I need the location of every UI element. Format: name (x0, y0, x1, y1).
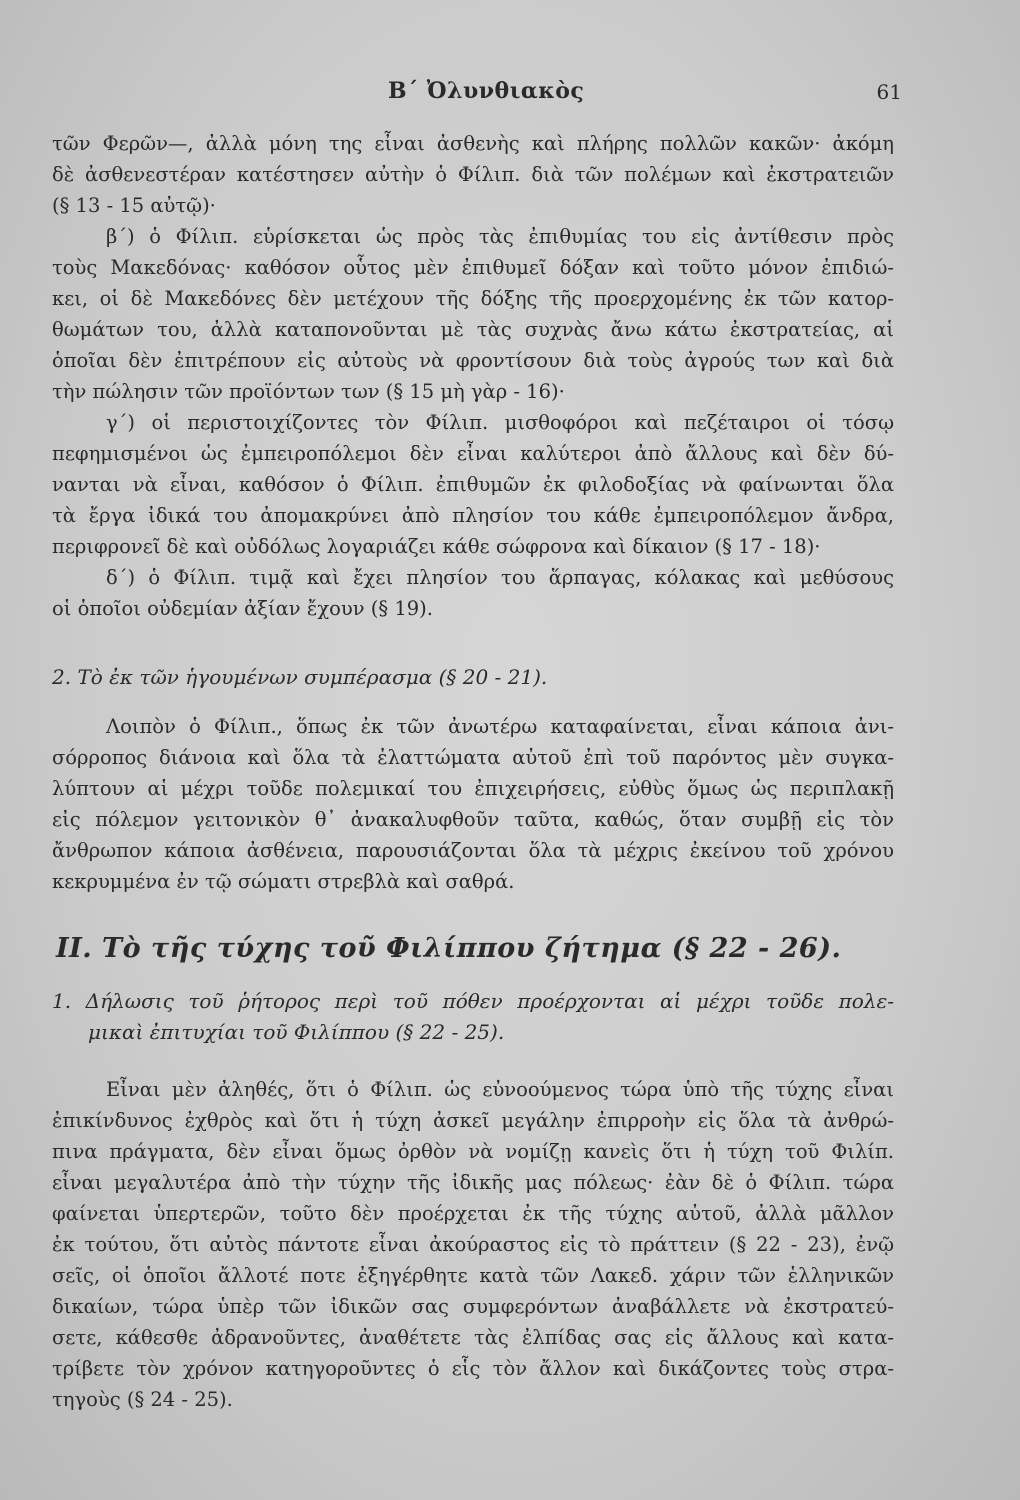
text-line: δ΄) ὁ Φίλιπ. τιμᾷ καὶ ἔχει πλησίον του ἅρπαγας, κόλακας καὶ μεθύσους (106, 566, 894, 589)
subheading-declaration (52, 986, 894, 1048)
text-line: νανται νὰ εἶναι, καθόσον ὁ Φίλιπ. ἐπιθυμῶν ἐκ φιλοδοξίας νὰ φαίνωνται ὅλα (52, 473, 894, 496)
text-line: δὲ ἀσθενεστέραν κατέστησεν αὐτὴν ὁ Φίλιπ. διὰ τῶν πολέμων καὶ ἐκστρατειῶν (52, 163, 894, 186)
text-line: κεκρυμμένα ἐν τῷ σώματι στρεβλὰ καὶ σαθρά. (52, 870, 515, 893)
paragraph-b (52, 221, 894, 407)
text-line: τῶν Φερῶν—, ἀλλὰ μόνη της εἶναι ἀσθενὴς καὶ πλήρης πολλῶν κακῶν· ἀκόμη (52, 132, 894, 155)
text-line: τὴν πώλησιν τῶν προϊόντων των (§ 15 μὴ γὰρ - 16)· (52, 380, 565, 403)
text-line: β΄) ὁ Φίλιπ. εὑρίσκεται ὡς πρὸς τὰς ἐπιθυμίας του εἰς ἀντίθεσιν πρὸς (106, 225, 894, 248)
text-line: δικαίων, τώρα ὑπὲρ τῶν ἰδικῶν σας συμφερόντων ἀναβάλλετε νὰ ἐκστρατεύ- (52, 1295, 894, 1318)
text-line: τρίβετε τὸν χρόνον κατηγοροῦντες ὁ εἷς τὸν ἄλλον καὶ δικάζοντες τοὺς στρα- (52, 1357, 894, 1380)
text-line: ἐπικίνδυνος ἐχθρὸς καὶ ὅτι ἡ τύχη ἀσκεῖ μεγάλην ἐπιρροὴν εἰς ὅλα τὰ ἀνθρώ- (52, 1109, 894, 1132)
text-line: πεφημισμένοι ὡς ἐμπειροπόλεμοι δὲν εἶναι καλύτεροι ἀπὸ ἄλλους καὶ δὲν δύ- (52, 442, 894, 465)
text-line: σεῖς, οἱ ὁποῖοι ἄλλοτέ ποτε ἐξηγέρθητε κατὰ τῶν Λακεδ. χάριν τῶν ἑλληνικῶν (52, 1264, 894, 1287)
text-line: λύπτουν αἱ μέχρι τοῦδε πολεμικαί του ἐπιχειρήσεις, εὐθὺς ὅμως ὡς περιπλακῇ (52, 777, 894, 800)
paragraph-conclusion (52, 711, 894, 897)
paragraph-g (52, 407, 894, 562)
text-line: τηγοὺς (§ 24 - 25). (52, 1388, 233, 1411)
text-line: σόρροπος διάνοια καὶ ὅλα τὰ ἐλαττώματα αὐτοῦ ἐπὶ τοῦ παρόντος μὲν συγκα- (52, 746, 894, 769)
running-title: Β΄ Ὀλυνθιακὸς (388, 78, 585, 104)
text-line: τοὺς Μακεδόνας· καθόσον οὗτος μὲν ἐπιθυμεῖ δόξαν καὶ τοῦτο μόνον ἐπιδιώ- (52, 256, 894, 279)
spacer (52, 964, 894, 986)
text-line: τὰ ἔργα ἰδικά του ἀπομακρύνει ἀπὸ πλησίον του κάθε ἐμπειροπόλεμον ἄνδρα, (52, 504, 894, 527)
paragraph-intro (52, 128, 894, 221)
text-line: ὁποῖαι δὲν ἐπιτρέπουν εἰς αὐτοὺς νὰ φροντίσουν διὰ τοὺς ἀγρούς των καὶ διὰ (52, 349, 894, 372)
text-line: οἱ ὁποῖοι οὐδεμίαν ἀξίαν ἔχουν (§ 19). (52, 597, 433, 620)
text-line: κει, οἱ δὲ Μακεδόνες δὲν μετέχουν τῆς δόξης τῆς προερχομένης ἐκ τῶν κατορ- (52, 287, 894, 310)
spacer (52, 693, 894, 711)
text-line: μικαὶ ἐπιτυχίαι τοῦ Φιλίππου (§ 22 - 25). (88, 1020, 505, 1044)
text-line: Λοιπὸν ὁ Φίλιπ., ὅπως ἐκ τῶν ἀνωτέρω καταφαίνεται, εἶναι κάποια ἀνι- (106, 715, 894, 738)
text-line: 1. Δήλωσις τοῦ ῥήτορος περὶ τοῦ πόθεν προέρχονται αἱ μέχρι τοῦδε πολε- (52, 989, 894, 1013)
page-body (52, 128, 894, 1415)
page-number: 61 (876, 80, 902, 104)
page-header (0, 78, 1020, 108)
paragraph-d (52, 562, 894, 624)
spacer (52, 624, 894, 662)
text-line: φαίνεται ὑπερτερῶν, τοῦτο δὲν προέρχεται ἐκ τῆς τύχης αὐτοῦ, ἀλλὰ μᾶλλον (52, 1202, 894, 1225)
text-line: θωμάτων του, ἀλλὰ καταπονοῦνται μὲ τὰς συχνὰς ἄνω κάτω ἐκστρατείας, αἱ (52, 318, 894, 341)
spacer (52, 1048, 894, 1074)
spacer (52, 897, 894, 933)
text-line: γ΄) οἱ περιστοιχίζοντες τὸν Φίλιπ. μισθοφόροι καὶ πεζέταιροι οἱ τόσῳ (106, 411, 894, 434)
text-line: περιφρονεῖ δὲ καὶ οὐδόλως λογαριάζει κάθε σώφρονα καὶ δίκαιον (§ 17 - 18)· (52, 535, 821, 558)
text-line: (§ 13 - 15 αὐτῷ)· (52, 194, 216, 217)
text-line: ἐκ τούτου, ὅτι αὐτὸς πάντοτε εἶναι ἀκούραστος εἰς τὸ πράττειν (§ 22 - 23), ἐνῷ (52, 1233, 894, 1256)
text-line: Εἶναι μὲν ἀληθές, ὅτι ὁ Φίλιπ. ὡς εὐνοούμενος τώρα ὑπὸ τῆς τύχης εἶναι (106, 1078, 894, 1101)
text-line: εἰς πόλεμον γειτονικὸν θ᾽ ἀνακαλυφθοῦν ταῦτα, καθώς, ὅταν συμβῇ εἰς τὸν (52, 808, 894, 831)
text-line: πινα πράγματα, δὲν εἶναι ὅμως ὀρθὸν νὰ νομίζῃ κανεὶς ὅτι ἡ τύχη τοῦ Φιλίπ. (52, 1140, 894, 1163)
subheading-conclusion: 2. Τὸ ἐκ τῶν ἡγουμένων συμπέρασμα (§ 20 - 21). (52, 665, 548, 689)
section-heading-II: ΙΙ. Τὸ τῆς τύχης τοῦ Φιλίππου ζήτημα (§ 22 - 26). (56, 933, 842, 964)
text-line: σετε, κάθεσθε ἀδρανοῦντες, ἀναθέτετε τὰς ἐλπίδας σας εἰς ἄλλους καὶ κατα- (52, 1326, 894, 1349)
text-line: εἶναι μεγαλυτέρα ἀπὸ τὴν τύχην τῆς ἰδικῆς μας πόλεως· ἐὰν δὲ ὁ Φίλιπ. τώρα (52, 1171, 894, 1194)
paragraph-final (52, 1074, 894, 1415)
text-line: ἄνθρωπον κάποια ἀσθένεια, παρουσιάζονται ὅλα τὰ μέχρις ἐκείνου τοῦ χρόνου (52, 839, 894, 862)
